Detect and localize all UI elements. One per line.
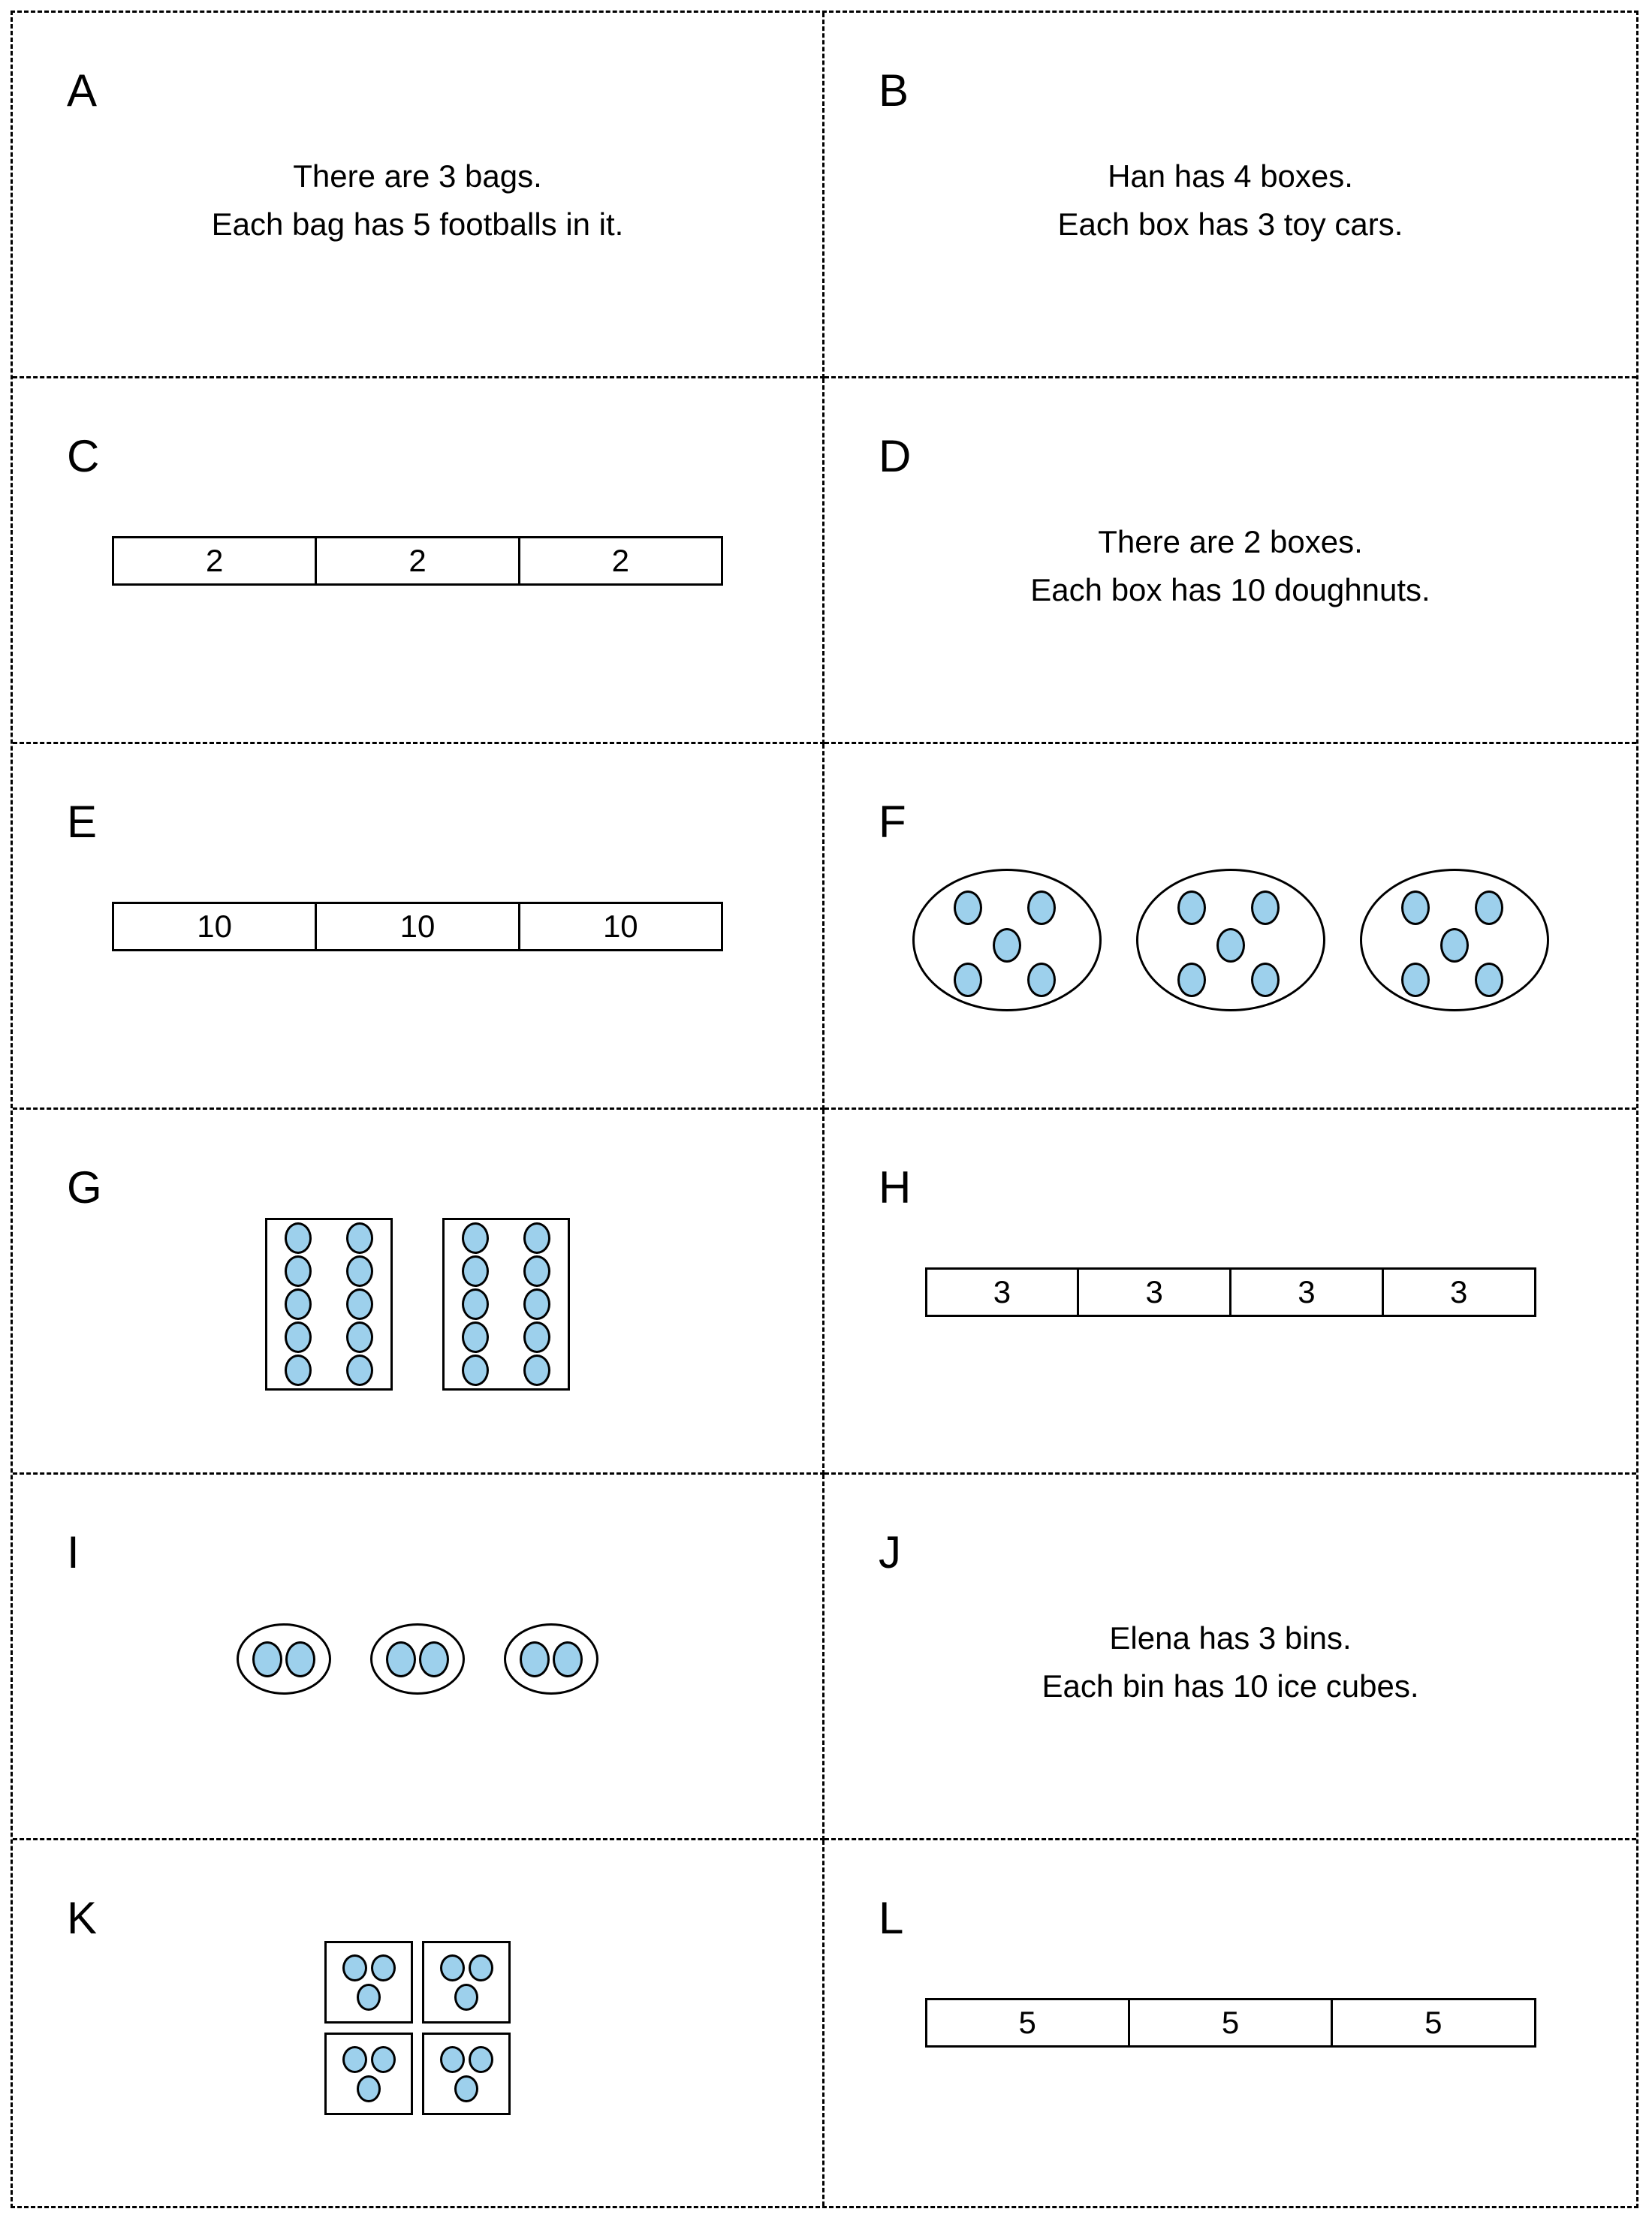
card-H [824, 1110, 1636, 1475]
tape-diagram [112, 536, 723, 586]
dot [523, 1355, 550, 1386]
tape-wrap [824, 1267, 1636, 1317]
card-text [13, 152, 822, 249]
dot-groups [324, 1941, 511, 2115]
dot [469, 1954, 493, 1981]
dot [357, 1984, 381, 2011]
dot [346, 1288, 373, 1320]
dot [285, 1641, 315, 1677]
dot [1251, 890, 1280, 925]
card-E [13, 744, 824, 1110]
card-letter: C [67, 430, 100, 481]
text-line-2: Each box has 3 toy cars. [1057, 206, 1403, 242]
dot [342, 2046, 367, 2073]
dot [1027, 963, 1056, 997]
dot [371, 1954, 396, 1981]
dot [523, 1288, 550, 1320]
dot [954, 963, 982, 997]
card-K [13, 1840, 824, 2206]
dot [462, 1355, 489, 1386]
dot [523, 1255, 550, 1287]
dot [1401, 890, 1430, 925]
dot [523, 1222, 550, 1254]
dot-group [370, 1623, 465, 1695]
tape-cell: 3 [993, 1273, 1011, 1309]
card-letter: A [67, 65, 98, 116]
dot [520, 1641, 550, 1677]
dot [440, 2046, 465, 2073]
text-line-1: There are 2 boxes. [1098, 523, 1363, 559]
text-line-1: Han has 4 boxes. [1108, 158, 1353, 194]
tape-diagram [925, 1267, 1536, 1317]
dot-group [1136, 869, 1325, 1011]
dot-group [422, 2033, 511, 2115]
dot [346, 1321, 373, 1353]
dot-groups [824, 869, 1636, 1011]
card-B [824, 13, 1636, 378]
card-L [824, 1840, 1636, 2206]
dot [1440, 928, 1469, 963]
card-letter: I [67, 1527, 80, 1578]
tape-diagram [112, 902, 723, 951]
tape-cell: 5 [1128, 2000, 1331, 2045]
card-I [13, 1475, 824, 1840]
text-line-2: Each bag has 5 footballs in it. [211, 206, 624, 242]
tape-cell: 5 [1331, 2000, 1533, 2045]
tape-cell: 2 [315, 538, 517, 583]
card-letter: E [67, 796, 98, 847]
card-G [13, 1110, 824, 1475]
dot-group [265, 1218, 393, 1391]
tape-cell: 3 [1077, 1270, 1229, 1315]
dot [285, 1255, 312, 1287]
dot [1177, 890, 1206, 925]
tape-wrap [13, 902, 822, 951]
dot [553, 1641, 583, 1677]
dot-groups [13, 1218, 822, 1391]
tape-cell: 10 [518, 904, 721, 949]
dot [285, 1288, 312, 1320]
text-line-1: Elena has 3 bins. [1109, 1620, 1352, 1656]
dot-group [912, 869, 1102, 1011]
dot [469, 2046, 493, 2073]
tape-cell: 3 [1382, 1270, 1534, 1315]
dot-group [1360, 869, 1549, 1011]
card-letter: G [67, 1162, 102, 1213]
tape-cell: 2 [518, 538, 721, 583]
dot [1475, 890, 1503, 925]
dot [346, 1255, 373, 1287]
card-A [13, 13, 824, 378]
dot [285, 1355, 312, 1386]
card-J [824, 1475, 1636, 1840]
text-line-2: Each bin has 10 ice cubes. [1042, 1668, 1419, 1704]
dot [462, 1222, 489, 1254]
dot [346, 1222, 373, 1254]
dot-groups [13, 1623, 822, 1695]
dot [523, 1321, 550, 1353]
dot [285, 1222, 312, 1254]
dot [1251, 963, 1280, 997]
card-letter: H [879, 1162, 912, 1213]
tape-cell: 5 [1018, 2005, 1036, 2041]
dot-group [324, 2033, 413, 2115]
dot-group [237, 1623, 331, 1695]
tape-wrap [13, 536, 822, 586]
card-letter: K [67, 1893, 98, 1944]
tape-cell: 10 [197, 908, 233, 944]
dot [342, 1954, 367, 1981]
dot [440, 1954, 465, 1981]
dot [346, 1355, 373, 1386]
text-line-1: There are 3 bags. [293, 158, 542, 194]
tape-wrap [824, 1998, 1636, 2048]
dot [1027, 890, 1056, 925]
dot [1177, 963, 1206, 997]
card-grid [11, 11, 1638, 2208]
dot [462, 1321, 489, 1353]
card-C [13, 378, 824, 744]
dot [371, 2046, 396, 2073]
tape-diagram [925, 1998, 1536, 2048]
card-text [824, 518, 1636, 614]
card-letter: L [879, 1893, 904, 1944]
dot [285, 1321, 312, 1353]
dot [954, 890, 982, 925]
dot [462, 1255, 489, 1287]
dot [462, 1288, 489, 1320]
card-letter: F [879, 796, 906, 847]
dot-groups-wrap [13, 1941, 822, 2115]
tape-cell: 2 [205, 542, 224, 578]
card-letter: B [879, 65, 909, 116]
card-text [824, 152, 1636, 249]
tape-cell: 10 [315, 904, 517, 949]
dot [993, 928, 1021, 963]
dot [1216, 928, 1245, 963]
dot [1475, 963, 1503, 997]
text-line-2: Each box has 10 doughnuts. [1030, 571, 1430, 607]
dot [252, 1641, 282, 1677]
card-letter: J [879, 1527, 901, 1578]
dot-group [324, 1941, 413, 2024]
dot [454, 2075, 478, 2102]
dot-group [504, 1623, 598, 1695]
dot [419, 1641, 449, 1677]
dot [1401, 963, 1430, 997]
dot [386, 1641, 416, 1677]
card-F [824, 744, 1636, 1110]
dot [454, 1984, 478, 2011]
tape-cell: 3 [1229, 1270, 1382, 1315]
card-text [824, 1614, 1636, 1710]
dot [357, 2075, 381, 2102]
card-letter: D [879, 430, 912, 481]
dot-group [422, 1941, 511, 2024]
card-D [824, 378, 1636, 744]
dot-group [442, 1218, 570, 1391]
